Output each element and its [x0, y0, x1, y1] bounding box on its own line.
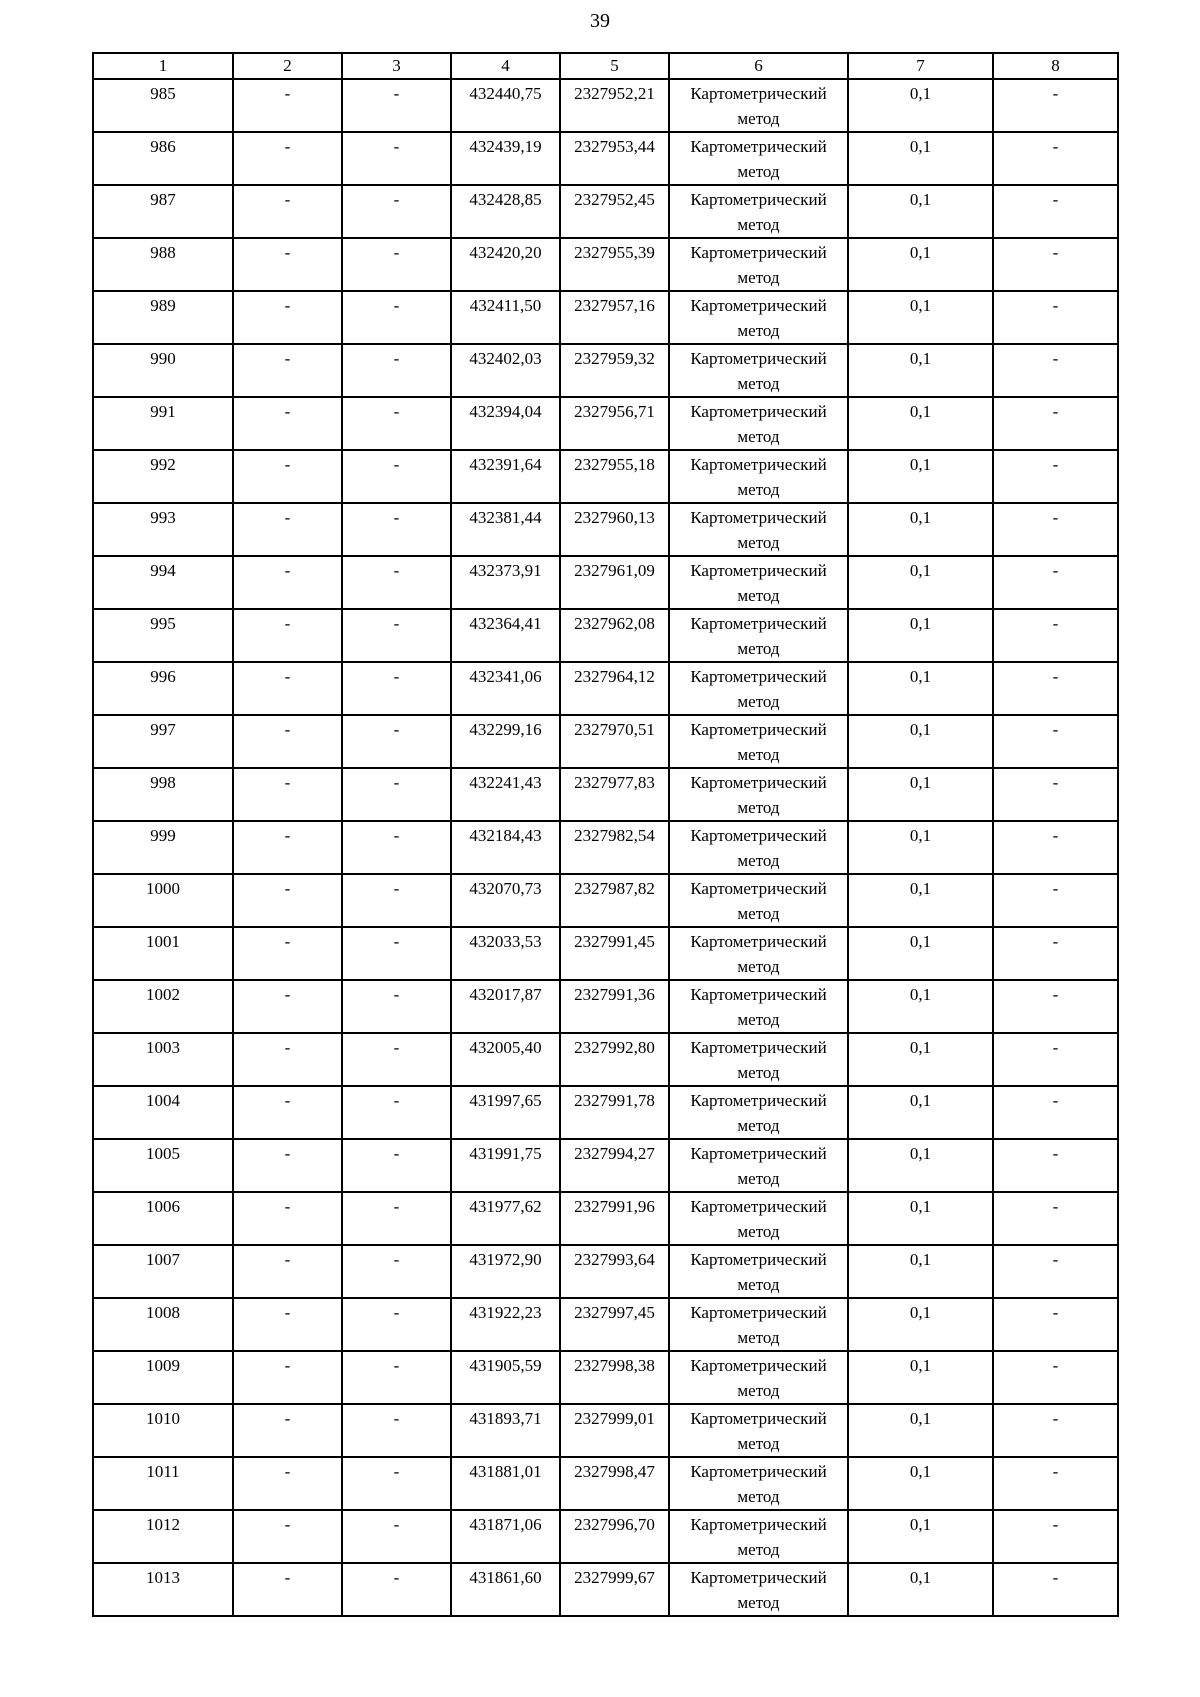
x-coordinate-cell: 432440,75 [451, 79, 560, 132]
table-row [93, 291, 1118, 344]
col3-cell: - [342, 79, 451, 132]
col3-cell: - [342, 1351, 451, 1404]
accuracy-cell: 0,1 [848, 1457, 993, 1510]
col2-cell: - [233, 874, 342, 927]
col3-cell: - [342, 1192, 451, 1245]
method-cell: Картометрический метод [669, 1033, 848, 1086]
x-coordinate-cell: 431972,90 [451, 1245, 560, 1298]
table-row [93, 1351, 1118, 1404]
table-row [93, 132, 1118, 185]
col8-cell: - [993, 397, 1118, 450]
table-row [93, 980, 1118, 1033]
col8-cell: - [993, 1404, 1118, 1457]
accuracy-cell: 0,1 [848, 291, 993, 344]
y-coordinate-cell: 2327987,82 [560, 874, 669, 927]
point-number-cell: 989 [93, 291, 233, 344]
accuracy-cell: 0,1 [848, 821, 993, 874]
point-number-cell: 995 [93, 609, 233, 662]
col2-cell: - [233, 1404, 342, 1457]
point-number-cell: 1007 [93, 1245, 233, 1298]
point-number-cell: 1012 [93, 1510, 233, 1563]
method-cell: Картометрический метод [669, 768, 848, 821]
page-number: 39 [590, 10, 610, 32]
x-coordinate-cell: 432033,53 [451, 927, 560, 980]
table-row [93, 450, 1118, 503]
col2-cell: - [233, 1510, 342, 1563]
accuracy-cell: 0,1 [848, 185, 993, 238]
point-number-cell: 986 [93, 132, 233, 185]
col2-cell: - [233, 1245, 342, 1298]
method-cell: Картометрический метод [669, 1192, 848, 1245]
point-number-cell: 1001 [93, 927, 233, 980]
point-number-cell: 1010 [93, 1404, 233, 1457]
col2-cell: - [233, 927, 342, 980]
y-coordinate-cell: 2327970,51 [560, 715, 669, 768]
col2-cell: - [233, 609, 342, 662]
col8-cell: - [993, 291, 1118, 344]
col8-cell: - [993, 556, 1118, 609]
accuracy-cell: 0,1 [848, 609, 993, 662]
col3-cell: - [342, 185, 451, 238]
method-cell: Картометрический метод [669, 1086, 848, 1139]
col3-cell: - [342, 715, 451, 768]
x-coordinate-cell: 431905,59 [451, 1351, 560, 1404]
point-number-cell: 1004 [93, 1086, 233, 1139]
y-coordinate-cell: 2327953,44 [560, 132, 669, 185]
accuracy-cell: 0,1 [848, 1351, 993, 1404]
method-cell: Картометрический метод [669, 715, 848, 768]
col8-cell: - [993, 1192, 1118, 1245]
point-number-cell: 998 [93, 768, 233, 821]
y-coordinate-cell: 2327997,45 [560, 1298, 669, 1351]
col3-cell: - [342, 768, 451, 821]
col8-cell: - [993, 1033, 1118, 1086]
accuracy-cell: 0,1 [848, 715, 993, 768]
col8-cell: - [993, 874, 1118, 927]
method-cell: Картометрический метод [669, 238, 848, 291]
accuracy-cell: 0,1 [848, 1192, 993, 1245]
method-cell: Картометрический метод [669, 1457, 848, 1510]
method-cell: Картометрический метод [669, 1404, 848, 1457]
x-coordinate-cell: 432420,20 [451, 238, 560, 291]
table-row [93, 1457, 1118, 1510]
method-cell: Картометрический метод [669, 185, 848, 238]
y-coordinate-cell: 2327956,71 [560, 397, 669, 450]
point-number-cell: 999 [93, 821, 233, 874]
table-row [93, 874, 1118, 927]
method-cell: Картометрический метод [669, 1245, 848, 1298]
method-cell: Картометрический метод [669, 344, 848, 397]
x-coordinate-cell: 432411,50 [451, 291, 560, 344]
col8-cell: - [993, 821, 1118, 874]
col2-cell: - [233, 1298, 342, 1351]
method-cell: Картометрический метод [669, 874, 848, 927]
point-number-cell: 988 [93, 238, 233, 291]
y-coordinate-cell: 2327991,45 [560, 927, 669, 980]
x-coordinate-cell: 432391,64 [451, 450, 560, 503]
col8-cell: - [993, 132, 1118, 185]
point-number-cell: 993 [93, 503, 233, 556]
method-cell: Картометрический метод [669, 609, 848, 662]
col8-cell: - [993, 79, 1118, 132]
x-coordinate-cell: 431871,06 [451, 1510, 560, 1563]
method-cell: Картометрический метод [669, 1563, 848, 1616]
point-number-cell: 987 [93, 185, 233, 238]
col2-cell: - [233, 1192, 342, 1245]
column-header: 3 [342, 53, 451, 79]
accuracy-cell: 0,1 [848, 662, 993, 715]
point-number-cell: 1002 [93, 980, 233, 1033]
column-header: 6 [669, 53, 848, 79]
x-coordinate-cell: 432381,44 [451, 503, 560, 556]
point-number-cell: 997 [93, 715, 233, 768]
table-row [93, 1033, 1118, 1086]
col2-cell: - [233, 185, 342, 238]
table-row [93, 185, 1118, 238]
x-coordinate-cell: 431893,71 [451, 1404, 560, 1457]
y-coordinate-cell: 2327977,83 [560, 768, 669, 821]
y-coordinate-cell: 2327999,01 [560, 1404, 669, 1457]
col8-cell: - [993, 768, 1118, 821]
table-row [93, 1298, 1118, 1351]
x-coordinate-cell: 431922,23 [451, 1298, 560, 1351]
y-coordinate-cell: 2327960,13 [560, 503, 669, 556]
point-number-cell: 1003 [93, 1033, 233, 1086]
col3-cell: - [342, 1245, 451, 1298]
col2-cell: - [233, 715, 342, 768]
col2-cell: - [233, 291, 342, 344]
table-row [93, 556, 1118, 609]
table-row [93, 1563, 1118, 1616]
col8-cell: - [993, 1139, 1118, 1192]
x-coordinate-cell: 431991,75 [451, 1139, 560, 1192]
table-row [93, 1404, 1118, 1457]
method-cell: Картометрический метод [669, 503, 848, 556]
table-row [93, 503, 1118, 556]
col8-cell: - [993, 1457, 1118, 1510]
col2-cell: - [233, 344, 342, 397]
accuracy-cell: 0,1 [848, 1404, 993, 1457]
col8-cell: - [993, 1086, 1118, 1139]
y-coordinate-cell: 2327964,12 [560, 662, 669, 715]
col2-cell: - [233, 397, 342, 450]
col3-cell: - [342, 1139, 451, 1192]
accuracy-cell: 0,1 [848, 238, 993, 291]
y-coordinate-cell: 2327955,39 [560, 238, 669, 291]
table-row [93, 927, 1118, 980]
col3-cell: - [342, 1563, 451, 1616]
point-number-cell: 996 [93, 662, 233, 715]
method-cell: Картометрический метод [669, 450, 848, 503]
point-number-cell: 994 [93, 556, 233, 609]
col8-cell: - [993, 1510, 1118, 1563]
accuracy-cell: 0,1 [848, 503, 993, 556]
column-header: 7 [848, 53, 993, 79]
x-coordinate-cell: 432373,91 [451, 556, 560, 609]
col2-cell: - [233, 1033, 342, 1086]
y-coordinate-cell: 2327998,47 [560, 1457, 669, 1510]
column-header: 2 [233, 53, 342, 79]
y-coordinate-cell: 2327994,27 [560, 1139, 669, 1192]
accuracy-cell: 0,1 [848, 132, 993, 185]
accuracy-cell: 0,1 [848, 556, 993, 609]
y-coordinate-cell: 2327993,64 [560, 1245, 669, 1298]
point-number-cell: 1011 [93, 1457, 233, 1510]
table-row [93, 1192, 1118, 1245]
method-cell: Картометрический метод [669, 79, 848, 132]
col2-cell: - [233, 79, 342, 132]
y-coordinate-cell: 2327982,54 [560, 821, 669, 874]
accuracy-cell: 0,1 [848, 344, 993, 397]
col8-cell: - [993, 662, 1118, 715]
col3-cell: - [342, 609, 451, 662]
accuracy-cell: 0,1 [848, 1510, 993, 1563]
accuracy-cell: 0,1 [848, 397, 993, 450]
y-coordinate-cell: 2327952,45 [560, 185, 669, 238]
method-cell: Картометрический метод [669, 927, 848, 980]
x-coordinate-cell: 431977,62 [451, 1192, 560, 1245]
method-cell: Картометрический метод [669, 291, 848, 344]
column-header: 1 [93, 53, 233, 79]
col3-cell: - [342, 980, 451, 1033]
method-cell: Картометрический метод [669, 1351, 848, 1404]
accuracy-cell: 0,1 [848, 980, 993, 1033]
col2-cell: - [233, 1351, 342, 1404]
point-number-cell: 1006 [93, 1192, 233, 1245]
x-coordinate-cell: 431881,01 [451, 1457, 560, 1510]
table-row [93, 715, 1118, 768]
x-coordinate-cell: 432017,87 [451, 980, 560, 1033]
col3-cell: - [342, 1086, 451, 1139]
col2-cell: - [233, 450, 342, 503]
col3-cell: - [342, 821, 451, 874]
table-row [93, 821, 1118, 874]
point-number-cell: 1008 [93, 1298, 233, 1351]
y-coordinate-cell: 2327955,18 [560, 450, 669, 503]
x-coordinate-cell: 432070,73 [451, 874, 560, 927]
x-coordinate-cell: 432341,06 [451, 662, 560, 715]
accuracy-cell: 0,1 [848, 1139, 993, 1192]
table-row [93, 768, 1118, 821]
x-coordinate-cell: 431997,65 [451, 1086, 560, 1139]
col2-cell: - [233, 980, 342, 1033]
col3-cell: - [342, 238, 451, 291]
y-coordinate-cell: 2327999,67 [560, 1563, 669, 1616]
accuracy-cell: 0,1 [848, 874, 993, 927]
x-coordinate-cell: 432364,41 [451, 609, 560, 662]
col2-cell: - [233, 662, 342, 715]
col3-cell: - [342, 874, 451, 927]
y-coordinate-cell: 2327962,08 [560, 609, 669, 662]
point-number-cell: 990 [93, 344, 233, 397]
table-row [93, 1510, 1118, 1563]
y-coordinate-cell: 2327991,96 [560, 1192, 669, 1245]
method-cell: Картометрический метод [669, 821, 848, 874]
method-cell: Картометрический метод [669, 1139, 848, 1192]
method-cell: Картометрический метод [669, 397, 848, 450]
table-row [93, 1245, 1118, 1298]
column-header: 4 [451, 53, 560, 79]
coordinates-table [92, 52, 1119, 1617]
col3-cell: - [342, 662, 451, 715]
y-coordinate-cell: 2327991,36 [560, 980, 669, 1033]
col3-cell: - [342, 1404, 451, 1457]
method-cell: Картометрический метод [669, 1510, 848, 1563]
col2-cell: - [233, 238, 342, 291]
x-coordinate-cell: 432005,40 [451, 1033, 560, 1086]
col2-cell: - [233, 1563, 342, 1616]
col8-cell: - [993, 344, 1118, 397]
col8-cell: - [993, 238, 1118, 291]
col2-cell: - [233, 768, 342, 821]
table-row [93, 1139, 1118, 1192]
col3-cell: - [342, 397, 451, 450]
col8-cell: - [993, 1563, 1118, 1616]
col3-cell: - [342, 450, 451, 503]
method-cell: Картометрический метод [669, 980, 848, 1033]
table-row [93, 238, 1118, 291]
y-coordinate-cell: 2327991,78 [560, 1086, 669, 1139]
x-coordinate-cell: 432241,43 [451, 768, 560, 821]
x-coordinate-cell: 432184,43 [451, 821, 560, 874]
table-row [93, 1086, 1118, 1139]
col8-cell: - [993, 609, 1118, 662]
y-coordinate-cell: 2327996,70 [560, 1510, 669, 1563]
point-number-cell: 992 [93, 450, 233, 503]
accuracy-cell: 0,1 [848, 1086, 993, 1139]
col3-cell: - [342, 1298, 451, 1351]
table-row [93, 397, 1118, 450]
accuracy-cell: 0,1 [848, 1563, 993, 1616]
x-coordinate-cell: 431861,60 [451, 1563, 560, 1616]
y-coordinate-cell: 2327992,80 [560, 1033, 669, 1086]
col3-cell: - [342, 1457, 451, 1510]
col2-cell: - [233, 132, 342, 185]
col2-cell: - [233, 1086, 342, 1139]
method-cell: Картометрический метод [669, 556, 848, 609]
accuracy-cell: 0,1 [848, 79, 993, 132]
table-row [93, 609, 1118, 662]
method-cell: Картометрический метод [669, 662, 848, 715]
table-row [93, 344, 1118, 397]
x-coordinate-cell: 432428,85 [451, 185, 560, 238]
col3-cell: - [342, 1510, 451, 1563]
col3-cell: - [342, 344, 451, 397]
point-number-cell: 1005 [93, 1139, 233, 1192]
col2-cell: - [233, 1457, 342, 1510]
col3-cell: - [342, 1033, 451, 1086]
col8-cell: - [993, 1351, 1118, 1404]
col2-cell: - [233, 503, 342, 556]
x-coordinate-cell: 432394,04 [451, 397, 560, 450]
accuracy-cell: 0,1 [848, 1298, 993, 1351]
x-coordinate-cell: 432299,16 [451, 715, 560, 768]
point-number-cell: 985 [93, 79, 233, 132]
col8-cell: - [993, 185, 1118, 238]
col8-cell: - [993, 503, 1118, 556]
y-coordinate-cell: 2327961,09 [560, 556, 669, 609]
point-number-cell: 1000 [93, 874, 233, 927]
y-coordinate-cell: 2327957,16 [560, 291, 669, 344]
col8-cell: - [993, 715, 1118, 768]
accuracy-cell: 0,1 [848, 927, 993, 980]
accuracy-cell: 0,1 [848, 1245, 993, 1298]
col8-cell: - [993, 927, 1118, 980]
col3-cell: - [342, 132, 451, 185]
col8-cell: - [993, 980, 1118, 1033]
col8-cell: - [993, 1298, 1118, 1351]
method-cell: Картометрический метод [669, 132, 848, 185]
y-coordinate-cell: 2327998,38 [560, 1351, 669, 1404]
x-coordinate-cell: 432439,19 [451, 132, 560, 185]
col2-cell: - [233, 1139, 342, 1192]
point-number-cell: 1009 [93, 1351, 233, 1404]
table-header-row [93, 53, 1118, 79]
accuracy-cell: 0,1 [848, 450, 993, 503]
method-cell: Картометрический метод [669, 1298, 848, 1351]
col3-cell: - [342, 927, 451, 980]
y-coordinate-cell: 2327952,21 [560, 79, 669, 132]
x-coordinate-cell: 432402,03 [451, 344, 560, 397]
accuracy-cell: 0,1 [848, 768, 993, 821]
column-header: 8 [993, 53, 1118, 79]
table-row [93, 79, 1118, 132]
column-header: 5 [560, 53, 669, 79]
col3-cell: - [342, 556, 451, 609]
col8-cell: - [993, 450, 1118, 503]
point-number-cell: 1013 [93, 1563, 233, 1616]
point-number-cell: 991 [93, 397, 233, 450]
table-body [93, 79, 1118, 1616]
col2-cell: - [233, 556, 342, 609]
accuracy-cell: 0,1 [848, 1033, 993, 1086]
col3-cell: - [342, 291, 451, 344]
table-row [93, 662, 1118, 715]
col2-cell: - [233, 821, 342, 874]
col8-cell: - [993, 1245, 1118, 1298]
col3-cell: - [342, 503, 451, 556]
y-coordinate-cell: 2327959,32 [560, 344, 669, 397]
